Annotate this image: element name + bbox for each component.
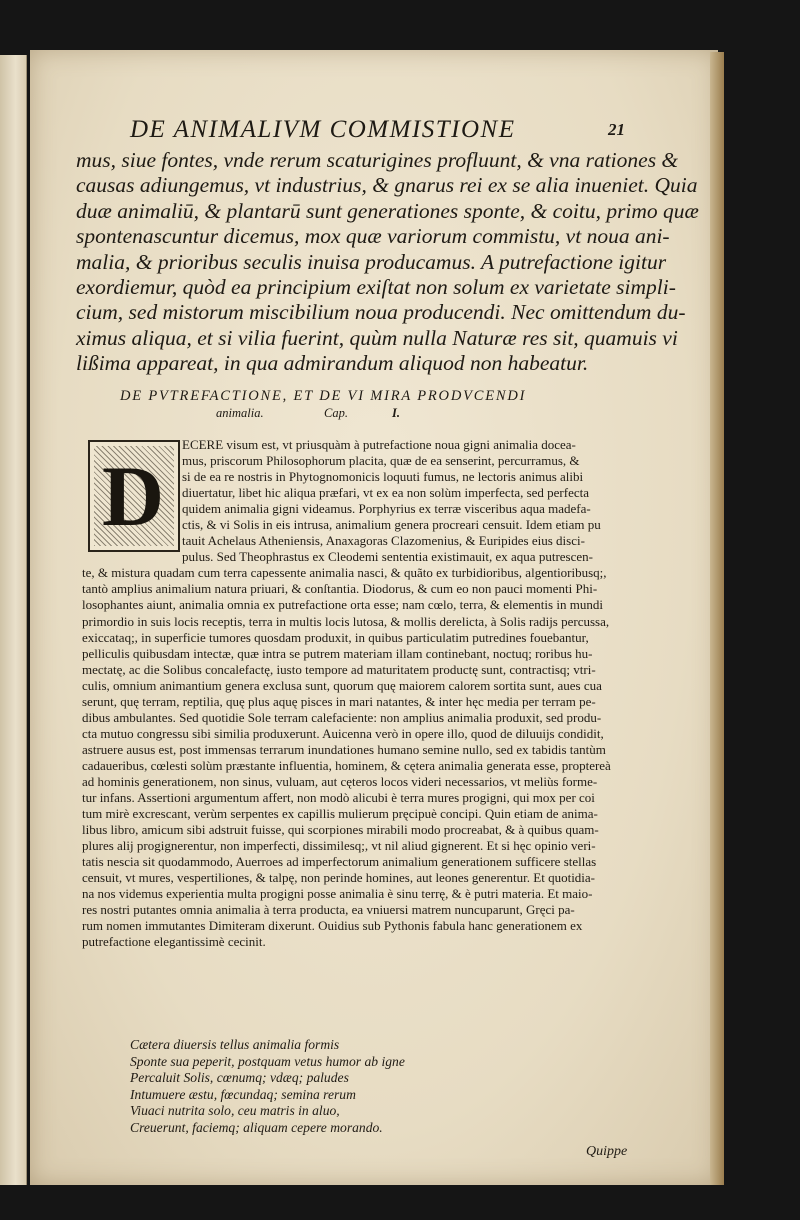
body-line: dibus ambulantes. Sed quotidie Sole terram calefaciente: non amplius animalia produxit, sed produ- [82, 709, 602, 725]
page-fore-edge [710, 52, 724, 1185]
chapter-subtitle-row [216, 406, 516, 421]
intro-line: duæ animaliū, & plantarū sunt generationes sponte, & coitu, primo quæ [76, 198, 699, 223]
initial-letter: D [102, 448, 165, 544]
body-line: cta mutuo congressu sibi similia produxerunt. Auicenna verò in opere illo, quod de diluuijs condidit, [82, 725, 604, 741]
body-line: putrefactione elegantissimè cecinit. [82, 934, 266, 950]
body-line: diuertatur, libet hic aliqua præfari, vt ex ea non solùm imperfecta, sed perfecta [182, 485, 590, 501]
body-line: ad hominis generationem, non sinus, vuluam, aut cęteros locos videri necessarios, vt meliùs forme- [82, 773, 598, 789]
intro-line: malia, & prioribus seculis inuisa producamus. A putrefactione igitur [76, 249, 667, 274]
body-line: plures alij progignerentur, non imperfecti, dissimilesq;, vt nil aliud gignerent. Et si hęc opinio veri- [82, 838, 596, 854]
body-line: exiccataq;, in superficie tumores quosdam produxit, in quibus particulatim putredines fouebantur, [82, 629, 589, 645]
chapter-title: DE PVTREFACTIONE, ET DE VI MIRA PRODVCENDI [120, 388, 527, 404]
chapter-cap-label: Cap. [324, 406, 348, 420]
body-line: te, & mistura quadam cum terra capessente animalia nasci, & quãto ex turbidioribus, algentioribusq;, [82, 565, 607, 581]
body-line: mus, priscorum Philosophorum placita, quæ de ea senserint, percurramus, & [182, 453, 580, 469]
body-line: tum mirè excrescant, verùm serpentes ex capillis mulierum pręcipuè concipi. Quin etiam de anima- [82, 806, 598, 822]
intro-line: ximus aliqua, et si vilia fuerint, quùm nulla Naturæ res sit, quamuis vi [76, 325, 678, 350]
body-line: primordio in suis locis receptis, terra in multis locis lutosa, & mollis derelicta, à Solis radijs percussa, [82, 613, 610, 629]
body-line: pelliculis quibusdam intectæ, quæ intra se putrem materiam illam continebant, noctuq; roribus hu- [82, 645, 593, 661]
intro-line: exordiemur, quòd ea principium exiſtat non solum ex varietate simpli- [76, 275, 676, 300]
body-line: censuit, vt mures, vespertiliones, & talpę, non perinde homines, aut leones generentur. Et quotidia- [82, 870, 596, 886]
verse-line: Creuerunt, faciemq; aliquam cepere morando. [130, 1119, 383, 1135]
ovid-verse [130, 1037, 530, 1137]
body-line: na nos videmus experientia multa progigni posse animalia è sinu terrę, & è putri materia. Et maio- [82, 886, 593, 902]
body-line: astruere ausus est, post immensas terrarum inundationes humano semine nullo, sed ex tabidis tantùm [82, 741, 606, 757]
catchword: Quippe [586, 1144, 628, 1159]
body-line: tatis nescia sit quodammodo, Auerroes ad imperfectorum animalium generationem sufficere stellas [82, 854, 597, 870]
body-line: libus libro, amicum sibi adstruit fuisse, qui scorpiones mirabili modo procreabat, & à quibus quam- [82, 822, 599, 838]
body-line: culis, omnium animantium genera exclusa sunt, quorum quę maiorem calorem sortita sunt, aues cua [82, 677, 602, 693]
chapter-body-text [82, 437, 692, 951]
body-line: tauit Achelaus Atheniensis, Anaxagoras Clazomenius, & Euripides eius disci- [182, 533, 585, 549]
body-line: ECERE visum est, vt priusquàm à putrefactione noua gigni animalia docea- [182, 437, 576, 452]
intro-line: mus, siue fontes, vnde rerum scaturigines profluunt, & vna rationes & [76, 148, 679, 172]
verse-line: Cætera diuersis tellus animalia formis [130, 1037, 340, 1052]
verse-line: Percaluit Solis, cœnumq; vdæq; paludes [130, 1070, 349, 1086]
chapter-subtitle: animalia. [216, 406, 264, 420]
intro-line: spontenascuntur dicemus, mox quæ variorum commistu, vt noua ani- [76, 224, 670, 249]
previous-page-edge [0, 55, 27, 1185]
body-line: res nostri putantes omnia animalia à terra producta, ea vniuersi matrem nuncuparunt, Gręci pa- [82, 902, 575, 918]
intro-line: lißima appareat, in qua admirandum aliquod non habeatur. [76, 351, 589, 376]
body-line: serunt, quę terram, reptilia, quę plus aquę pisces in mari natantes, & inter hęc media per terram pe- [82, 693, 596, 709]
verse-line: Intumuere æstu, fœcundaq; semina rerum [130, 1086, 356, 1102]
intro-line: cium, sed mistorum miscibilium noua producendi. Nec omittendum du- [76, 300, 686, 325]
verse-line: Viuaci nutrita solo, ceu matris in aluo, [130, 1103, 340, 1119]
body-line: cadaueribus, cœlesti solùm præstante influentia, hominem, & cętera animalia generata esse, proptereà [82, 757, 611, 773]
body-line: tur infans. Assertioni argumentum affert, non modò alicubi è terra mures progigni, qui mox per coi [82, 790, 595, 806]
running-head: DE ANIMALIVM COMMISTIONE [130, 116, 516, 143]
body-line: quidem animalia gigni videamus. Porphyrius ex terræ visceribus aqua madefa- [182, 501, 591, 517]
verse-line: Sponte sua peperit, postquam vetus humor ab igne [130, 1053, 405, 1069]
chapter-number: I. [392, 406, 400, 420]
body-line: losophantes aiunt, animalia omnia ex putrefactione orta esse; nam cœlo, terra, & elementis in mundi [82, 597, 603, 613]
body-line: pulus. Sed Theophrastus ex Cleodemi sententia existimauit, ex aqua putrescen- [182, 549, 593, 565]
body-line: ctis, & vi Solis in eis intrusa, animalium genera procreari censuit. Idem etiam pu [182, 517, 601, 533]
page-number: 21 [608, 120, 625, 139]
intro-paragraph [76, 148, 699, 377]
body-line: rum nomen immutantes Dimiteram dixerunt. Ouidius sub Pythonis fabula hanc generationem ex [82, 918, 583, 934]
body-line: tantò amplius animalium natura priuari, & conſtantia. Diodorus, & cum eo non pauci momenti Phi- [82, 581, 598, 597]
body-line: si de ea re nostris in Phytognomonicis loquuti fumus, ne lectoris animus alibi [182, 469, 584, 485]
body-line: mectatę, ac die Solibus concalefactę, iusto tempore ad maturitatem productę sunt, contractisq; vtri- [82, 661, 596, 677]
intro-line: causas adiungemus, vt industrius, & gnarus rei ex se alia inueniet. Quia [76, 173, 698, 198]
